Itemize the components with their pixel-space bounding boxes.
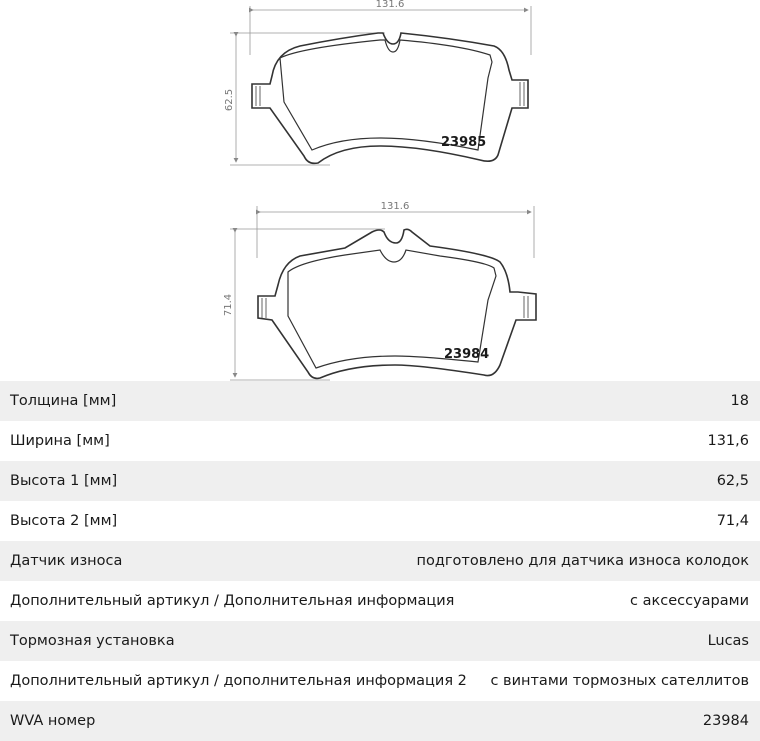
spec-label: Дополнительный артикул / дополнительная информация 2 (10, 673, 467, 689)
pad2-width-dimension: 131.6 (380, 201, 410, 212)
spec-label: Толщина [мм] (10, 393, 117, 409)
spec-row-brake-system (0, 621, 760, 661)
pad1-height-dimension: 62.5 (224, 88, 235, 112)
spec-row-wear-sensor (0, 541, 760, 581)
spec-value: 18 (730, 393, 749, 409)
pad1-width-dimension: 131.6 (375, 0, 405, 10)
spec-label: Датчик износа (10, 553, 123, 569)
spec-row-height-1 (0, 461, 760, 501)
spec-row-height-2 (0, 501, 760, 541)
specifications-table (0, 381, 760, 741)
spec-value: подготовлено для датчика износа колодок (416, 553, 749, 569)
spec-label: WVA номер (10, 713, 96, 729)
spec-row-wva-number (0, 701, 760, 741)
spec-value: 71,4 (716, 513, 749, 529)
spec-value: 23984 (702, 713, 749, 729)
spec-label: Высота 1 [мм] (10, 473, 118, 489)
spec-value: с винтами тормозных сателлитов (490, 673, 749, 689)
spec-label: Дополнительный артикул / Дополнительная информация (10, 593, 455, 609)
spec-value: 131,6 (707, 433, 749, 449)
spec-value: Lucas (707, 633, 749, 649)
spec-row-additional-info-2 (0, 661, 760, 701)
spec-label: Высота 2 [мм] (10, 513, 118, 529)
spec-value: 62,5 (716, 473, 749, 489)
spec-label: Ширина [мм] (10, 433, 110, 449)
pad2-part-number: 23984 (444, 347, 490, 362)
spec-row-additional-info (0, 581, 760, 621)
pad2-height-dimension: 71.4 (223, 293, 234, 317)
spec-value: с аксессуарами (630, 593, 749, 609)
pad1-part-number: 23985 (441, 135, 487, 150)
spec-label: Тормозная установка (10, 633, 175, 649)
pad-23984-drawing (223, 201, 536, 380)
spec-row-thickness (0, 381, 760, 421)
spec-row-width (0, 421, 760, 461)
pad-23985-drawing (224, 0, 531, 165)
